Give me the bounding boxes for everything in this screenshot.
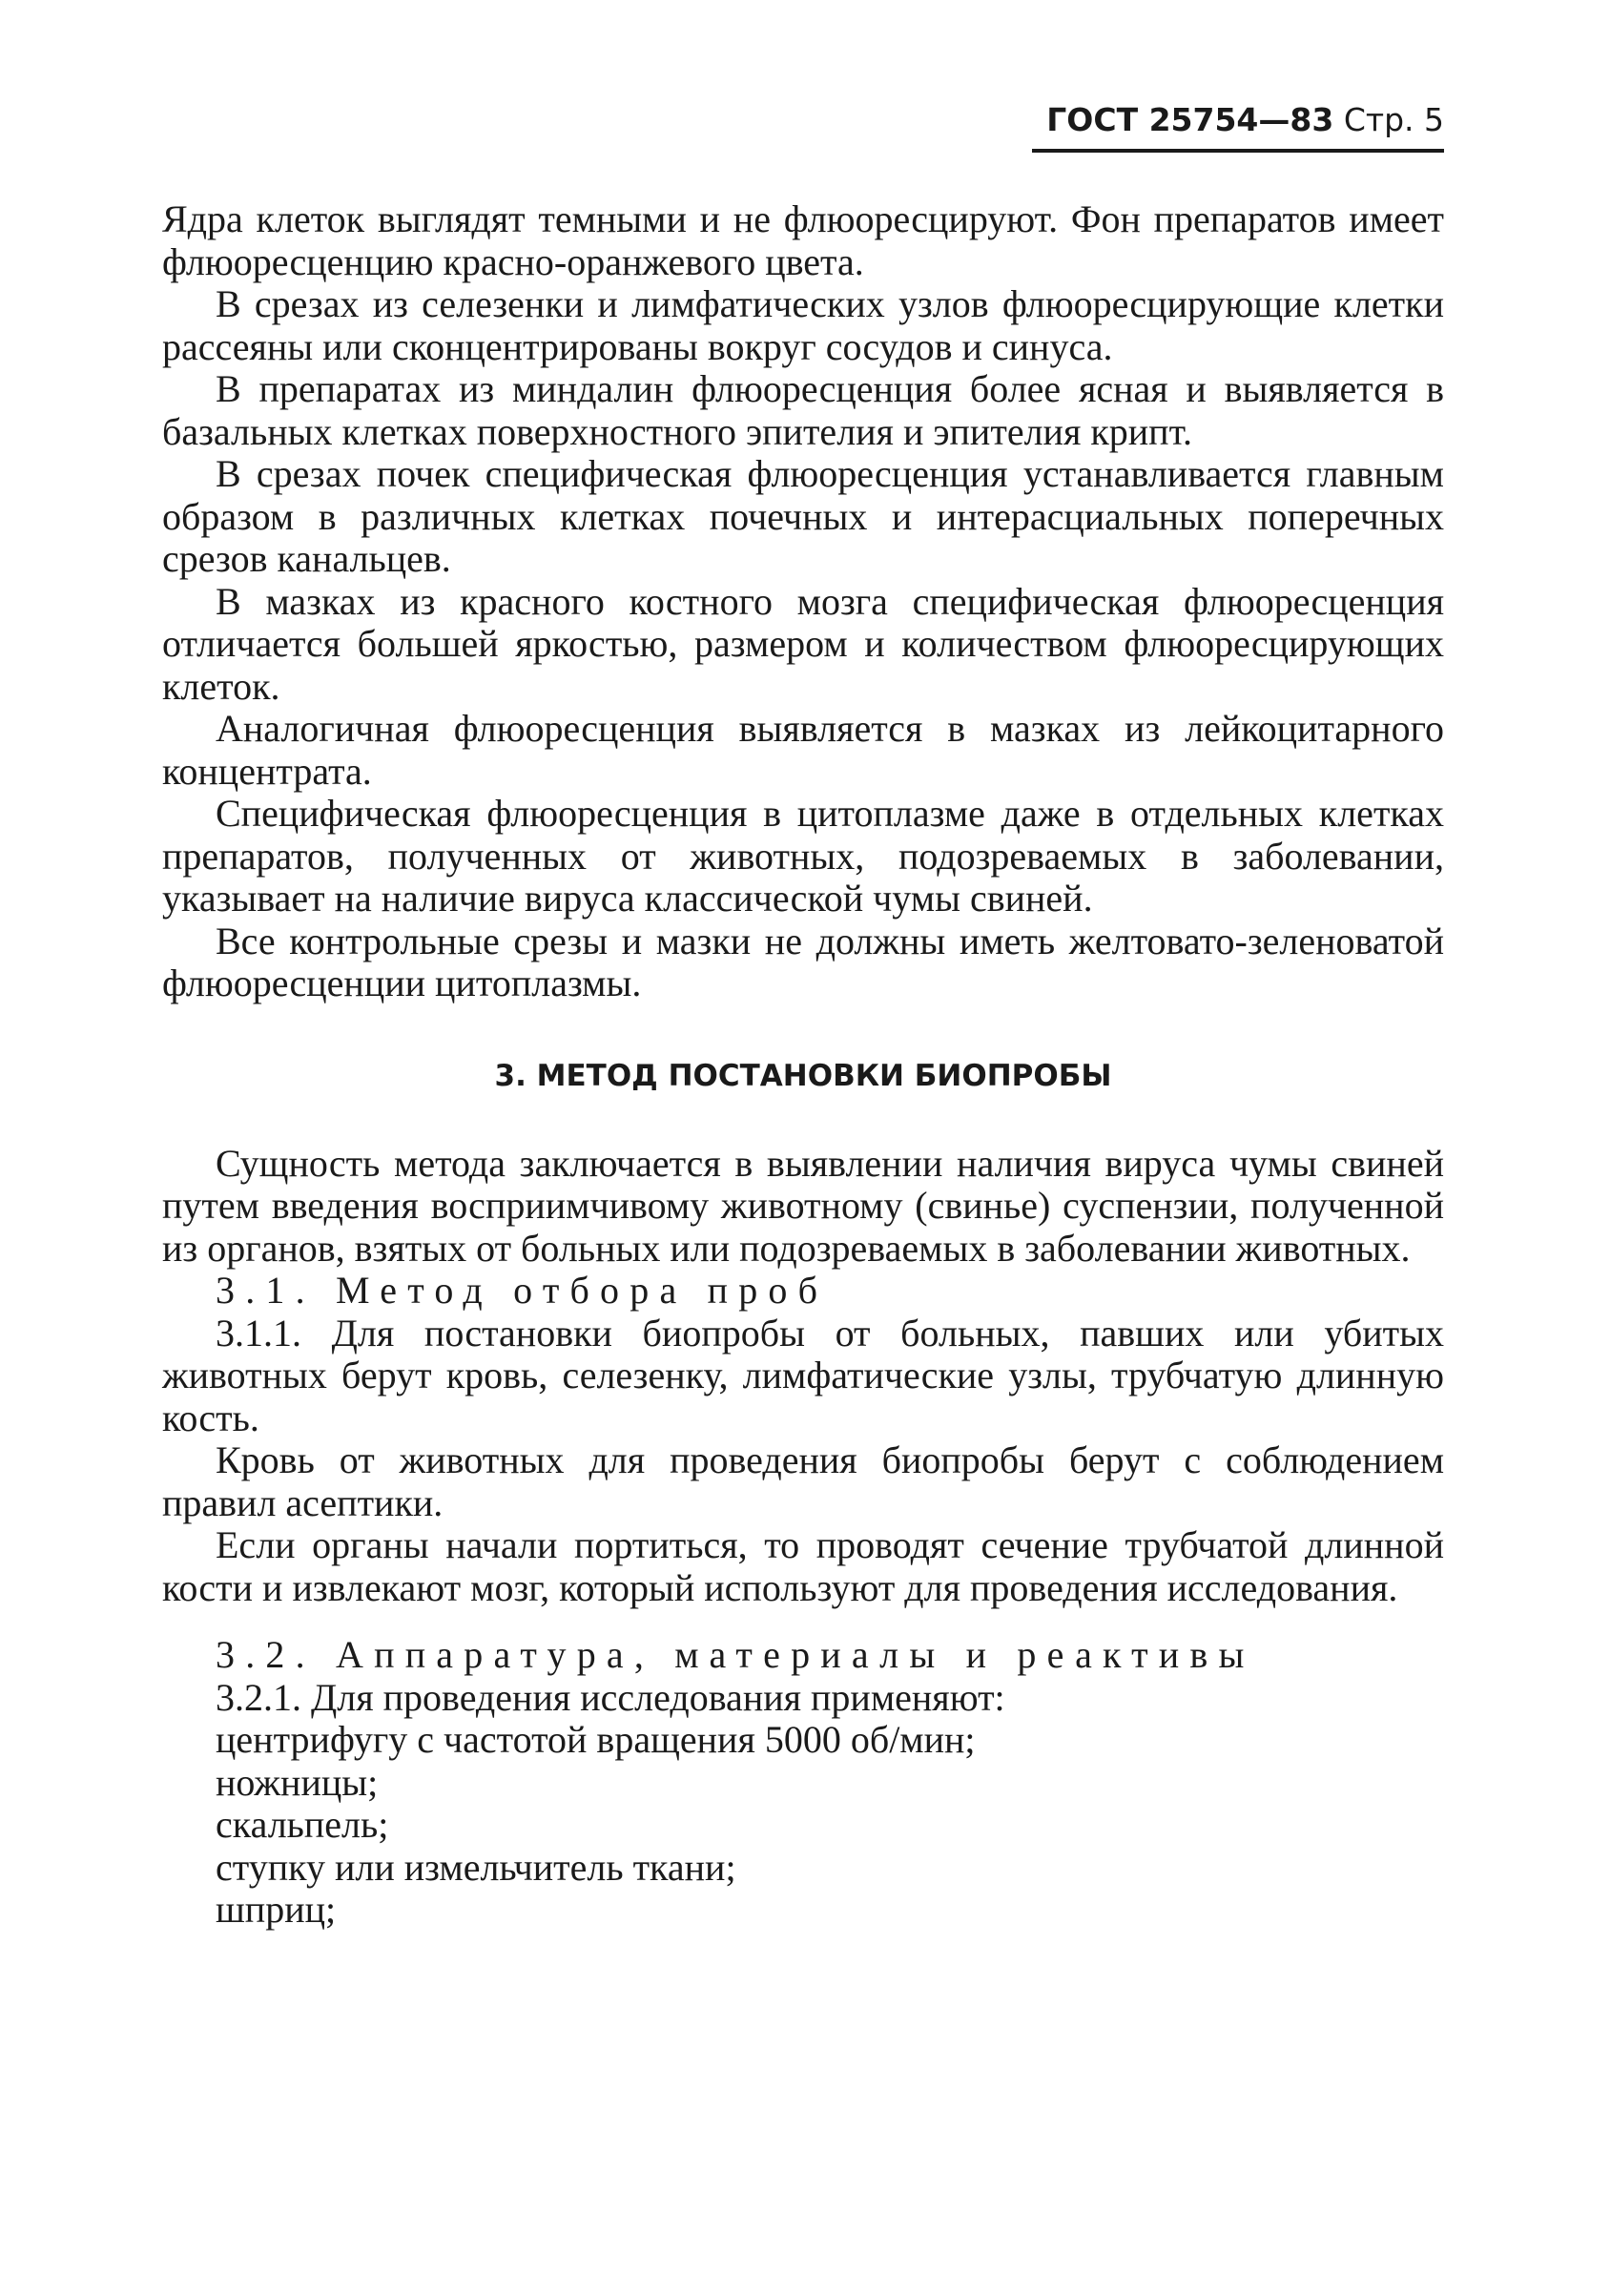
list-item: ножницы; <box>216 1760 379 1804</box>
standard-number: ГОСТ 25754—83 <box>1046 101 1334 138</box>
page-number: Стр. 5 <box>1343 101 1444 138</box>
page-header <box>1032 99 1444 153</box>
list-item: центрифугу с частотой вращения 5000 об/мин; <box>216 1718 976 1761</box>
paragraph: 3.2.1. Для проведения исследования применяют: <box>216 1675 1005 1719</box>
paragraph: Если органы начали портиться, то проводят сечение трубчатой длинной кости и извлекают мозг, который используют для проведения исследования. <box>162 1523 1444 1609</box>
list-item: скальпель; <box>216 1803 389 1846</box>
paragraph: Ядра клеток выглядят темными и не флюоресцируют. Фон препаратов имеет флюоресценцию красно-оранжевого цвета. <box>162 197 1444 283</box>
paragraph: Все контрольные срезы и мазки не должны иметь желтовато-зеленоватой флюоресценции цитоплазмы. <box>162 919 1444 1004</box>
body-text <box>162 198 1444 1932</box>
subsection-heading: 3.1. Метод отбора проб <box>216 1269 829 1312</box>
paragraph: 3.1.1. Для постановки биопробы от больных, павших или убитых животных берут кровь, селезенку, лимфатические узлы, трубчатую длинную кость. <box>162 1311 1444 1439</box>
header-rule <box>1032 149 1444 153</box>
subsection-heading: 3.2. Аппаратура, материалы и реактивы <box>216 1633 1255 1676</box>
paragraph: В мазках из красного костного мозга специфическая флюоресценция отличается большей яркостью, размером и количеством флюоресцирующих клеток. <box>162 579 1444 708</box>
paragraph: В препаратах из миндалин флюоресценция более ясная и выявляется в базальных клетках поверхностного эпителия и эпителия крипт. <box>162 367 1444 453</box>
paragraph: Сущность метода заключается в выявлении наличия вируса чумы свиней путем введения восприимчивому животному (свинье) суспензии, полученной из органов, взятых от больных или подозреваемых в заболевании животных. <box>162 1141 1444 1270</box>
list-item: ступку или измельчитель ткани; <box>216 1845 736 1889</box>
paragraph: Аналогичная флюоресценция выявляется в мазках из лейкоцитарного концентрата. <box>162 707 1444 793</box>
list-item: шприц; <box>216 1888 337 1931</box>
paragraph: В срезах из селезенки и лимфатических узлов флюоресцирующие клетки рассеяны или сконцентрированы вокруг сосудов и синуса. <box>162 282 1444 368</box>
paragraph: Кровь от животных для проведения биопробы берут с соблюдением правил асептики. <box>162 1438 1444 1524</box>
section-title: 3. МЕТОД ПОСТАНОВКИ БИОПРОБЫ <box>494 1058 1112 1093</box>
paragraph: В срезах почек специфическая флюоресценция устанавливается главным образом в различных клетках почечных и интерасциальных поперечных срезов канальцев. <box>162 452 1444 580</box>
paragraph: Специфическая флюоресценция в цитоплазме даже в отдельных клетках препаратов, полученных от животных, подозреваемых в заболевании, указывает на наличие вируса классической чумы свиней. <box>162 792 1444 920</box>
